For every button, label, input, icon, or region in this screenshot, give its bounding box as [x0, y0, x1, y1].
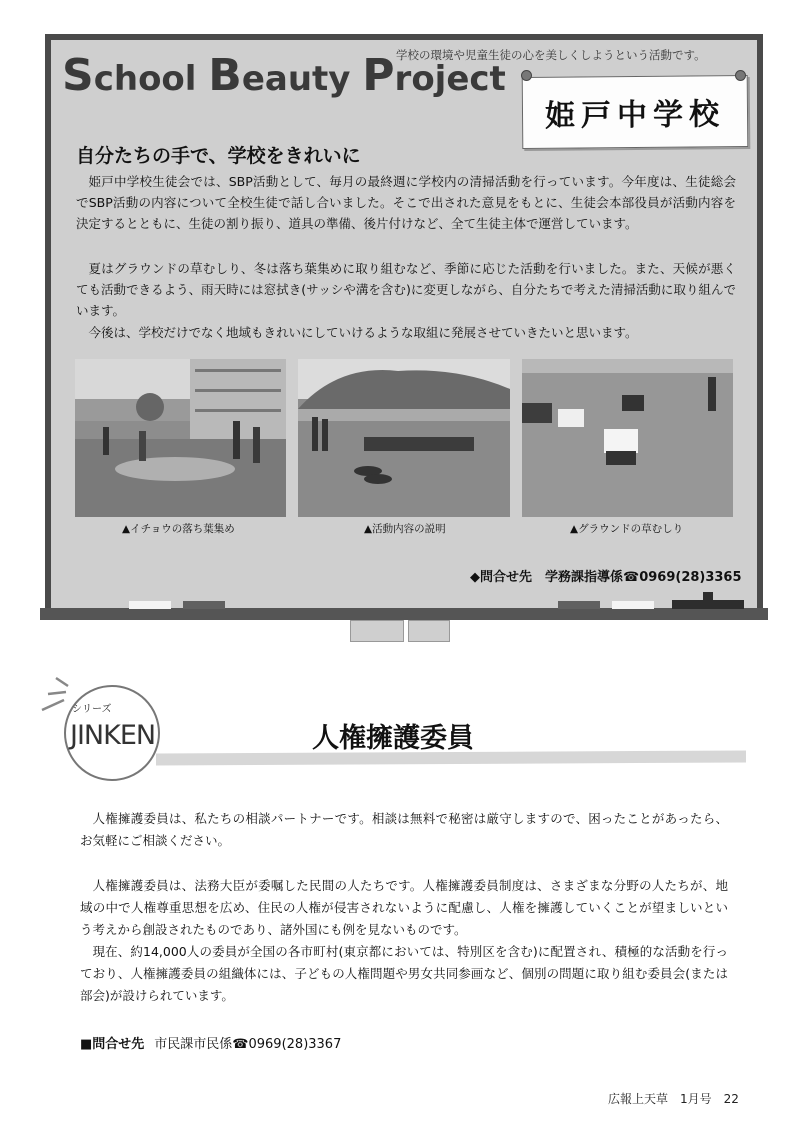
eraser [558, 601, 600, 609]
pin-icon [521, 70, 532, 81]
project-title: School Beauty Project [62, 50, 506, 101]
photo-leaf-gathering [75, 359, 286, 517]
contact-label: ■問合せ先 [80, 1037, 145, 1052]
article-paragraph: 夏はグラウンドの草むしり、冬は落ち葉集めに取り組むなど、季節に応じた活動を行いました。また、天候が悪くても活動できるよう、雨天時には窓拭き(サッシや溝を含む)に変更しながら、自分たちで考えた清掃活動に取り組んでいます。 [76, 261, 736, 318]
chalk-box [408, 620, 450, 642]
contact-info [80, 1033, 341, 1052]
series-name: JINKEN [70, 720, 156, 751]
section-title: 人権擁護委員 [312, 723, 474, 754]
eraser-handle [703, 592, 713, 602]
photo-weeding [522, 359, 733, 517]
section-paragraph: 人権擁護委員は、私たちの相談パートナーです。相談は無料で秘密は厳守しますので、困ったことがあったら、お気軽にご相談ください。 [80, 811, 728, 848]
eraser [612, 601, 654, 609]
chalk-box [350, 620, 404, 642]
section-paragraph: 人権擁護委員は、法務大臣が委嘱した民間の人たちです。人権擁護委員制度は、さまざまな分野の人たちが、地域の中で人権尊重思想を広め、住民の人権が侵害されないように配慮し、人権を擁護していくことが望ましいという考えから創設されたものであり、諸外国にも例を見ないものです。 [80, 878, 728, 937]
photo-caption: ▲グラウンドの草むしり [570, 523, 684, 535]
photo-briefing [298, 359, 510, 517]
article-paragraph: 今後は、学校だけでなく地域もきれいにしていけるような取組に発展させていきたいと思います。 [88, 325, 638, 340]
photo-caption: ▲活動内容の説明 [364, 523, 446, 535]
project-subtitle: 学校の環境や児童生徒の心を美しくしようという活動です。 [396, 48, 706, 62]
contact-value: 市民課市民係☎0969(28)3367 [154, 1037, 342, 1052]
series-label: シリーズ [72, 704, 112, 715]
photo-caption: ▲イチョウの落ち葉集め [122, 523, 235, 535]
article-heading: 自分たちの手で、学校をきれいに [76, 145, 361, 167]
eraser [129, 601, 171, 609]
school-name-card [522, 75, 749, 149]
school-name: 姫戸中学校 [544, 97, 726, 134]
article-paragraph: 姫戸中学校生徒会では、SBP活動として、毎月の最終週に学校内の清掃活動を行っています。今年度は、生徒総会でSBP活動の内容について全校生徒で話し合いました。そこで出された意見をもとに、生徒会本部役員が活動内容を決定するとともに、生徒の割り振り、道具の準備、後片付けなど、全て生徒主体で運営しています。 [76, 174, 736, 231]
eraser [183, 601, 225, 609]
pin-icon [735, 70, 746, 81]
section-paragraph: 現在、約14,000人の委員が全国の各市町村(東京都においては、特別区を含む)に配置され、積極的な活動を行っており、人権擁護委員の組織体には、子どもの人権問題や男女共同参画など、個別の問題に取り組む委員会(または部会)が設けられています。 [80, 944, 728, 1003]
contact-info: ◆問合せ先 学務課指導係☎0969(28)3365 [470, 570, 742, 585]
chalkboard-ledge [40, 608, 768, 620]
page-footer: 広報上天草 1月号 22 [608, 1092, 739, 1106]
